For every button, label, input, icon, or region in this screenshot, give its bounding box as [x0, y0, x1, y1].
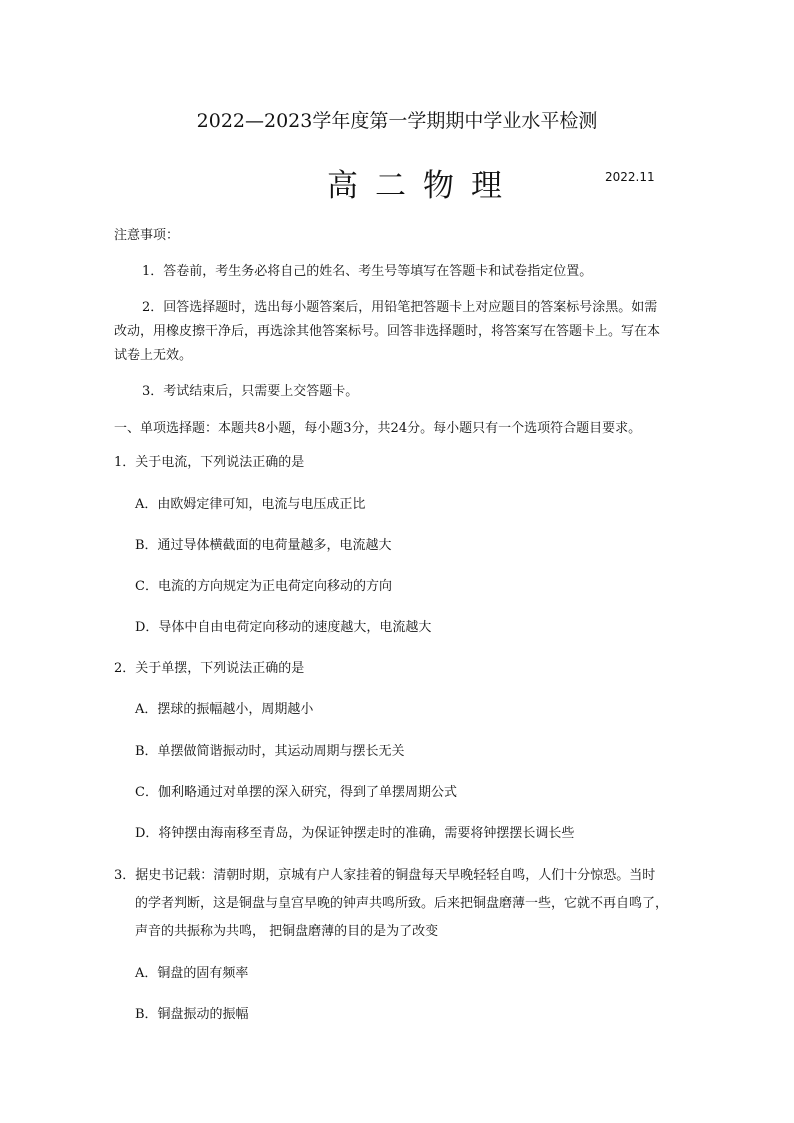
question-2-option-b: B．单摆做简谐振动时，其运动周期与摆长无关 — [135, 744, 405, 759]
exam-title: 2022—2023学年度第一学期期中学业水平检测 — [196, 110, 598, 132]
question-3-option-b: B．铜盘振动的振幅 — [135, 1007, 249, 1022]
question-1-option-d: D．导体中自由电荷定向移动的速度越大，电流越大 — [135, 620, 432, 635]
question-1-option-b: B．通过导体横截面的电荷量越多，电流越大 — [135, 538, 392, 553]
notice-item-2-line-1: 2．回答选择题时，选出每小题答案后，用铅笔把答题卡上对应题目的答案标号涂黑。如需 — [142, 300, 658, 315]
notice-item-2-line-3: 试卷上无效。 — [114, 348, 193, 363]
question-2-option-d: D．将钟摆由海南移至青岛，为保证钟摆走时的准确，需要将钟摆摆长调长些 — [135, 826, 575, 841]
question-1-option-c: C．电流的方向规定为正电荷定向移动的方向 — [135, 579, 392, 594]
notice-heading: 注意事项： — [114, 228, 180, 243]
exam-date: 2022.11 — [605, 170, 655, 184]
subject-title: 高二物理 — [327, 168, 519, 204]
question-1-stem: 1．关于电流，下列说法正确的是 — [114, 455, 305, 470]
question-3-stem-line-3: 声音的共振称为共鸣， 把铜盘磨薄的目的是为了改变 — [135, 924, 439, 939]
question-3-stem-line-1: 3．据史书记载：清朝时期，京城有户人家挂着的铜盘每天早晚轻轻自鸣，人们十分惊恐。当时 — [114, 868, 656, 883]
question-3-option-a: A．铜盘的固有频率 — [135, 966, 249, 981]
question-2-stem: 2．关于单摆，下列说法正确的是 — [114, 661, 305, 676]
section-heading: 一、单项选择题：本题共8小题，每小题3分，共24分。每小题只有一个选项符合题目要求。 — [114, 421, 642, 436]
question-2-option-c: C．伽利略通过对单摆的深入研究，得到了单摆周期公式 — [135, 785, 457, 800]
question-1-option-a: A．由欧姆定律可知，电流与电压成正比 — [135, 497, 366, 512]
question-3-stem-line-2: 的学者判断，这是铜盘与皇宫早晚的钟声共鸣所致。后来把铜盘磨薄一些，它就不再自鸣了， — [135, 896, 669, 911]
question-2-option-a: A．摆球的振幅越小，周期越小 — [135, 702, 314, 717]
notice-item-3: 3．考试结束后，只需要上交答题卡。 — [142, 384, 359, 399]
notice-item-1: 1．答卷前，考生务必将自己的姓名、考生号等填写在答题卡和试卷指定位置。 — [142, 264, 593, 279]
notice-item-2-line-2: 改动，用橡皮擦干净后，再选涂其他答案标号。回答非选择题时，将答案写在答题卡上。写在本 — [114, 324, 661, 339]
